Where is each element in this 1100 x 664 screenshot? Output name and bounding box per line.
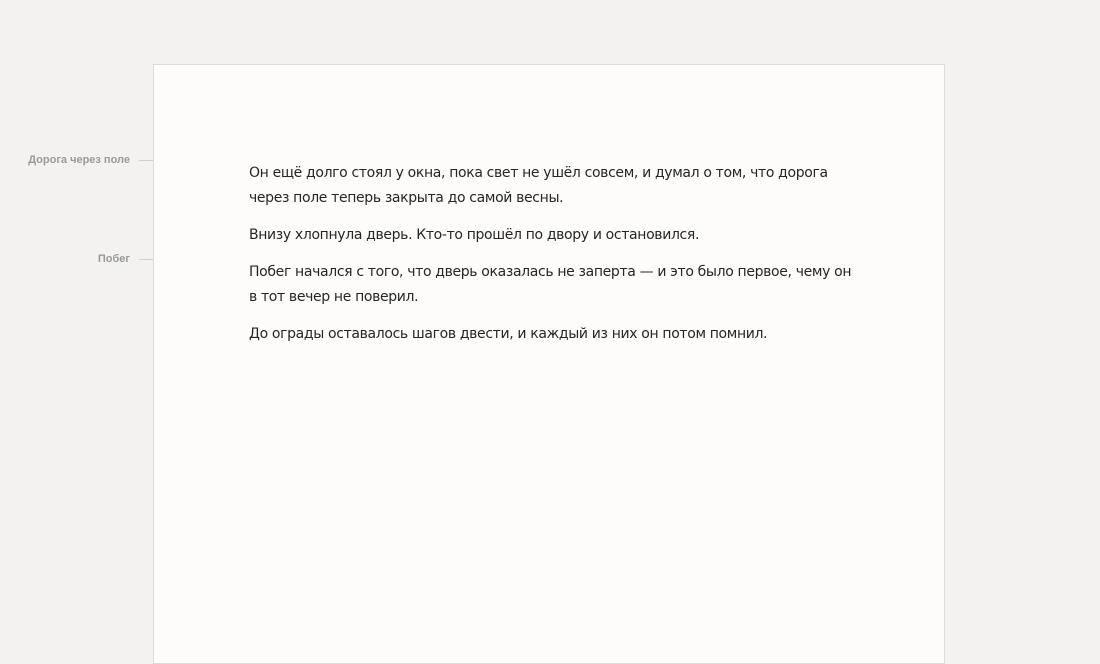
margin-note-connector bbox=[139, 160, 153, 161]
paragraph[interactable]: Он ещё долго стоял у окна, пока свет не ушёл совсем, и думал о том, что дорога через поле теперь закрыта до самой весны. bbox=[249, 165, 828, 206]
document-page bbox=[153, 64, 945, 664]
margin-note-road-through-field[interactable]: Дорога через поле bbox=[28, 154, 130, 166]
margin-note-connector bbox=[139, 259, 153, 260]
margin-note-escape[interactable]: Побег bbox=[97, 253, 130, 265]
paragraph[interactable]: Побег начался с того, что дверь оказалась не заперта — и это было первое, чему он в тот вечер не поверил. bbox=[249, 264, 852, 305]
paragraph[interactable]: До ограды оставалось шагов двести, и каждый из них он потом помнил. bbox=[249, 326, 768, 342]
document-body[interactable] bbox=[249, 161, 854, 359]
paragraph[interactable]: Внизу хлопнула дверь. Кто-то прошёл по двору и остановился. bbox=[249, 227, 700, 243]
